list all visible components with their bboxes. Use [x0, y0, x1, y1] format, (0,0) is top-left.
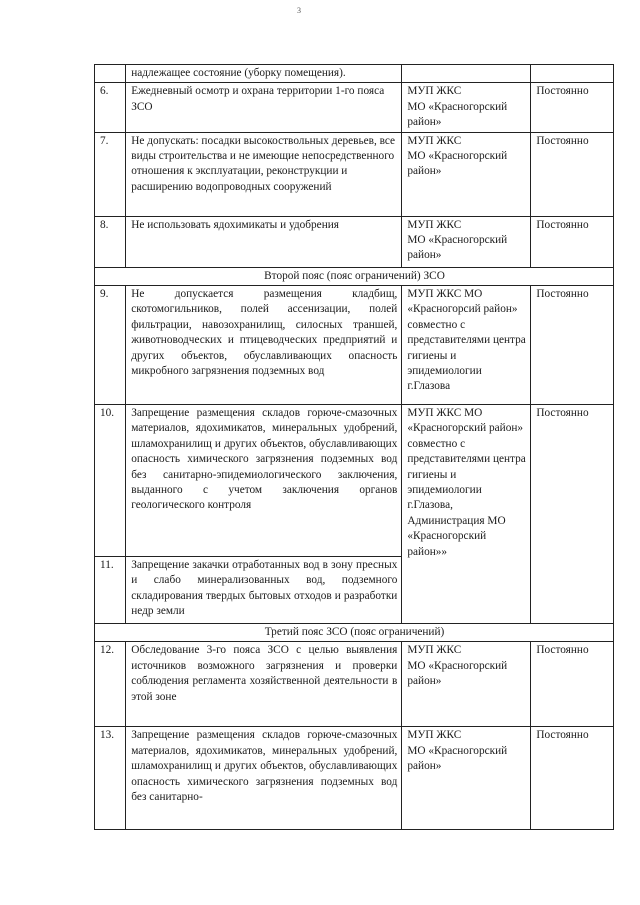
row-action: надлежащее состояние (уборку помещения). — [126, 65, 402, 83]
measures-table — [94, 64, 614, 830]
section-title: Второй пояс (пояс ограничений) ЗСО — [95, 267, 614, 285]
row-action: Ежедневный осмотр и охрана территории 1-го пояса ЗСО — [126, 83, 402, 132]
row-number: 7. — [95, 132, 126, 216]
row-action: Не допускается размещения кладбищ, скотомогильников, полей ассенизации, полей фильтрации, навозохранилищ, силосных траншей, животноводческих и птицеводческих предприятий и других объектов, обуславливающих опасность микробного загрязнения подземных вод — [126, 286, 402, 405]
row-responsible: МУП ЖКС МО «Красногорский район» — [407, 134, 508, 178]
row-term: Постоянно — [531, 727, 614, 830]
row-responsible: МУП ЖКС МО «Красногорский район» — [407, 729, 508, 773]
row-number: 13. — [95, 727, 126, 830]
row-responsible: МУП ЖКС МО «Красногорский район» — [407, 218, 508, 262]
row-responsible: МУП ЖКС МО «Красногорский район» совместно с представителями центра гигиены и эпидемиологии г.Глазова, Администрация МО «Красногорский район»» — [402, 405, 531, 624]
row-action: Запрещение размещения складов горюче-смазочных материалов, ядохимикатов, минеральных удобрений, шламохранилищ и других объектов, обуславливающих опасность химического загрязнения подземных вод без санитарно- — [126, 727, 402, 830]
table-row — [95, 216, 614, 267]
row-responsible: МУП ЖКС МО «Красногорский район» — [407, 644, 508, 688]
row-term: Постоянно — [531, 132, 614, 216]
row-number: 11. — [95, 557, 126, 624]
row-term: Постоянно — [531, 405, 614, 624]
row-term: Постоянно — [531, 286, 614, 405]
row-action: Обследование 3-го пояса ЗСО с целью выявления источников возможного загрязнения и проверки соблюдения регламента хозяйственной деятельности в этой зоне — [126, 642, 402, 727]
row-number: 10. — [95, 405, 126, 557]
section-title: Третий пояс ЗСО (пояс ограничений) — [95, 624, 614, 642]
row-term: Постоянно — [531, 83, 614, 132]
row-number: 8. — [95, 216, 126, 267]
table-row — [95, 727, 614, 830]
table-row — [95, 65, 614, 83]
table-row — [95, 405, 614, 557]
page-number-mark: 3 — [297, 6, 301, 15]
table-row — [95, 642, 614, 727]
row-term: Постоянно — [531, 216, 614, 267]
row-responsible: МУП ЖКС МО «Красногорсий район» совместно с представителями центра гигиены и эпидемиологии г.Глазова — [402, 286, 531, 405]
row-number: 9. — [95, 286, 126, 405]
row-action: Не допускать: посадки высокоствольных деревьев, все виды строительства и не имеющие непосредственного отношения к эксплуатации, реконструкции и расширению водопроводных сооружений — [126, 132, 402, 216]
row-number: 6. — [95, 83, 126, 132]
row-number: 12. — [95, 642, 126, 727]
section-row — [95, 624, 614, 642]
row-number — [95, 65, 126, 83]
row-term: Постоянно — [531, 642, 614, 727]
table-row — [95, 286, 614, 405]
table-row — [95, 83, 614, 132]
section-row — [95, 267, 614, 285]
row-action: Не использовать ядохимикаты и удобрения — [126, 216, 402, 267]
row-action: Запрещение размещения складов горюче-смазочных материалов, ядохимикатов, минеральных удобрений, шламохранилищ и других объектов, обуславливающих опасность химического загрязнения подземных вод без санитарно-эпидемиологического заключения, выданного с учетом заключения органов геологического контроля — [126, 405, 402, 557]
row-responsible: МУП ЖКС МО «Красногорский район» — [407, 85, 508, 129]
row-responsible — [402, 65, 531, 83]
row-action: Запрещение закачки отработанных вод в зону пресных и слабо минерализованных вод, подземного складирования твердых бытовых отходов и разработки недр земли — [126, 557, 402, 624]
table-row — [95, 132, 614, 216]
row-term — [531, 65, 614, 83]
